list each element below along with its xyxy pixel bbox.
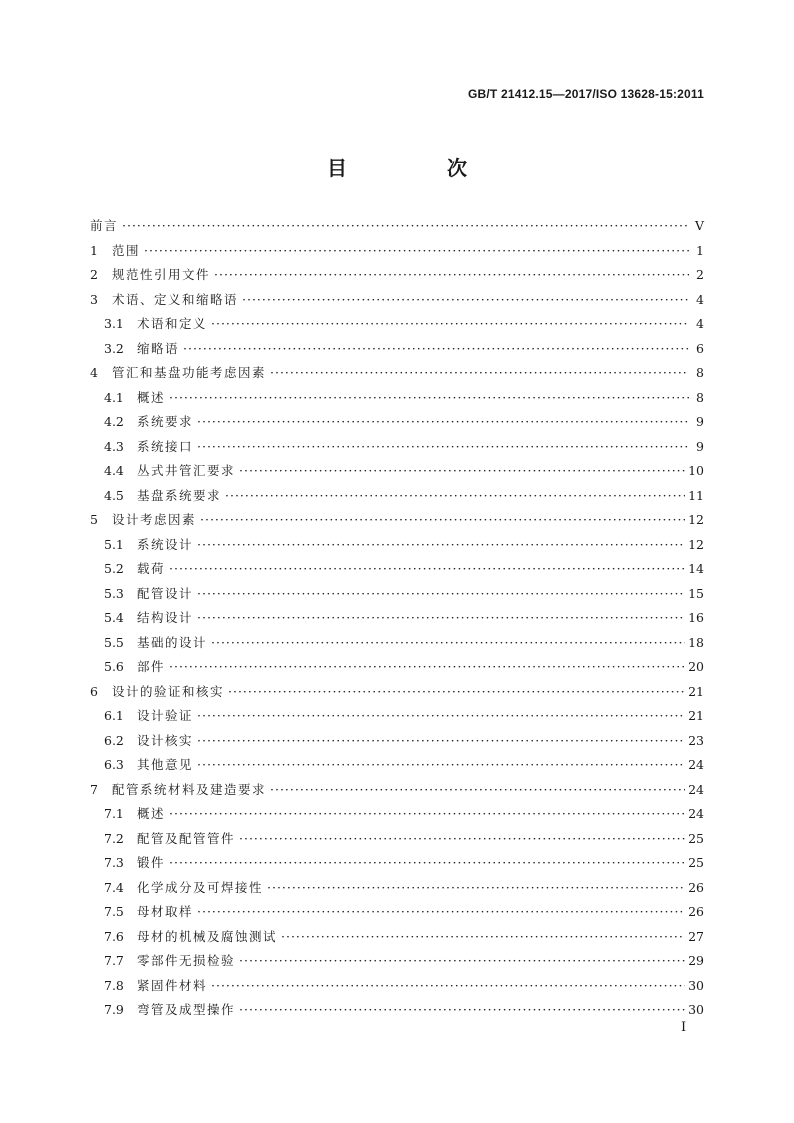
toc-dot-leader <box>211 974 685 999</box>
toc-dot-leader <box>242 288 689 313</box>
toc-section-number: 5.3 <box>104 585 124 601</box>
toc-page-number: 15 <box>688 585 704 601</box>
page-number: Ⅰ <box>681 1020 687 1035</box>
toc-dot-leader <box>197 729 685 754</box>
toc-entry[interactable] <box>90 802 704 827</box>
toc-section-number: 5 <box>90 512 98 527</box>
toc-section-number: 5.4 <box>104 610 124 625</box>
toc-dot-leader <box>211 312 689 337</box>
toc-section-number: 7.1 <box>104 806 124 821</box>
toc-section-number: 5.2 <box>104 561 124 576</box>
toc-dot-leader <box>197 900 685 925</box>
toc-dot-leader <box>197 410 689 435</box>
table-of-contents <box>90 214 704 1023</box>
toc-entry[interactable] <box>90 239 704 264</box>
toc-page-number: 24 <box>688 781 704 797</box>
toc-section-number: 7.8 <box>104 977 124 993</box>
toc-page-number: 26 <box>688 904 704 919</box>
toc-section-title: 系统接口 <box>137 438 194 454</box>
toc-page-number: 16 <box>688 610 704 625</box>
toc-section-title: 规范性引用文件 <box>112 267 211 282</box>
toc-entry[interactable] <box>90 655 704 680</box>
toc-entry[interactable] <box>90 214 704 239</box>
toc-section-number: 7.4 <box>104 879 124 895</box>
toc-section-title: 母材取样 <box>137 904 194 919</box>
toc-section-number: 7.3 <box>104 855 124 870</box>
toc-entry[interactable] <box>90 729 704 754</box>
toc-page-number: 14 <box>688 561 704 576</box>
toc-section-title: 其他意见 <box>137 757 194 772</box>
toc-section-number: 4.3 <box>104 438 124 454</box>
toc-page-number: 6 <box>696 340 704 356</box>
toc-section-title: 紧固件材料 <box>137 977 208 993</box>
toc-page-number: 23 <box>688 732 704 748</box>
toc-entry[interactable] <box>90 680 704 705</box>
toc-section-title: 概述 <box>137 806 166 821</box>
toc-page-number: 29 <box>688 953 704 968</box>
toc-section-number: 7.9 <box>104 1002 124 1017</box>
toc-dot-leader <box>169 557 685 582</box>
toc-entry[interactable] <box>90 435 704 460</box>
toc-section-number: 4 <box>90 365 98 380</box>
toc-section-number: 4.1 <box>104 389 124 405</box>
toc-page-number: 24 <box>688 806 704 821</box>
toc-entry[interactable] <box>90 459 704 484</box>
toc-section-number: 5.1 <box>104 536 124 552</box>
standard-number: GB/T 21412.15—2017/ISO 13628-15:2011 <box>467 87 704 101</box>
toc-dot-leader <box>281 925 685 950</box>
toc-dot-leader <box>197 435 689 460</box>
toc-dot-leader <box>169 851 685 876</box>
toc-dot-leader <box>197 753 685 778</box>
toc-section-title: 弯管及成型操作 <box>137 1002 236 1017</box>
toc-page-number: 30 <box>688 1002 704 1017</box>
toc-section-title: 锻件 <box>137 855 166 870</box>
toc-page-number: 9 <box>696 414 704 429</box>
toc-page-number: 18 <box>688 634 704 650</box>
toc-section-number: 4.2 <box>104 414 124 429</box>
toc-page-number: 21 <box>688 683 704 699</box>
toc-entry[interactable] <box>90 998 704 1023</box>
toc-section-title: 部件 <box>137 659 166 674</box>
toc-entry[interactable] <box>90 508 704 533</box>
toc-page-number: 24 <box>688 757 704 772</box>
toc-entry[interactable] <box>90 312 704 337</box>
toc-section-number: 1 <box>90 242 98 258</box>
toc-section-title: 母材的机械及腐蚀测试 <box>137 928 278 944</box>
toc-section-title: 缩略语 <box>137 340 180 356</box>
page-title: 目 次 <box>327 156 507 180</box>
toc-entry[interactable] <box>90 827 704 852</box>
toc-section-title: 零部件无损检验 <box>137 953 236 968</box>
toc-section-number: 6 <box>90 683 98 699</box>
toc-section-number: 7.5 <box>104 904 124 919</box>
toc-entry[interactable] <box>90 484 704 509</box>
toc-section-number: 6.2 <box>104 732 124 748</box>
toc-section-title: 结构设计 <box>137 610 194 625</box>
toc-section-title: 配管系统材料及建造要求 <box>112 781 267 797</box>
toc-section-title: 管汇和基盘功能考虑因素 <box>112 365 267 380</box>
toc-dot-leader <box>183 337 689 362</box>
toc-section-number: 7.7 <box>104 953 124 968</box>
toc-dot-leader <box>270 361 689 386</box>
toc-section-number: 4.4 <box>104 463 124 478</box>
toc-entry[interactable] <box>90 337 704 362</box>
toc-dot-leader <box>270 778 685 803</box>
toc-page-number: Ⅴ <box>694 218 704 233</box>
toc-section-title: 化学成分及可焊接性 <box>137 879 264 895</box>
toc-section-title: 设计核实 <box>137 732 194 748</box>
toc-entry[interactable] <box>90 533 704 558</box>
toc-entry[interactable] <box>90 557 704 582</box>
toc-section-number: 6.3 <box>104 757 124 772</box>
toc-entry[interactable] <box>90 704 704 729</box>
toc-page-number: 2 <box>696 267 704 282</box>
toc-entry[interactable] <box>90 631 704 656</box>
toc-dot-leader <box>144 239 689 264</box>
toc-dot-leader <box>239 459 685 484</box>
toc-dot-leader <box>169 802 685 827</box>
toc-page-number: 25 <box>688 855 704 870</box>
toc-page-number: 20 <box>688 659 704 674</box>
toc-entry[interactable] <box>90 753 704 778</box>
toc-dot-leader <box>239 949 685 974</box>
toc-page-number: 12 <box>688 536 704 552</box>
toc-page-number: 26 <box>688 879 704 895</box>
toc-dot-leader <box>214 263 689 288</box>
toc-section-number: 7 <box>90 781 98 797</box>
toc-page-number: 12 <box>688 512 704 527</box>
toc-entry[interactable] <box>90 974 704 999</box>
toc-section-title: 术语和定义 <box>137 316 208 331</box>
toc-dot-leader <box>197 533 685 558</box>
toc-section-title: 前言 <box>90 218 119 233</box>
toc-dot-leader <box>197 582 685 607</box>
toc-page-number: 4 <box>696 291 704 307</box>
toc-section-number: 4.5 <box>104 487 124 503</box>
toc-section-title: 设计的验证和核实 <box>112 683 225 699</box>
toc-entry[interactable] <box>90 263 704 288</box>
toc-dot-leader <box>200 508 685 533</box>
toc-page-number: 21 <box>688 708 704 723</box>
toc-dot-leader <box>197 606 685 631</box>
toc-section-title: 设计验证 <box>137 708 194 723</box>
toc-page-number: 27 <box>688 928 704 944</box>
toc-section-title: 系统要求 <box>137 414 194 429</box>
toc-section-number: 7.6 <box>104 928 124 944</box>
toc-entry[interactable] <box>90 582 704 607</box>
toc-page-number: 9 <box>696 438 704 454</box>
toc-entry[interactable] <box>90 925 704 950</box>
toc-page-number: 1 <box>696 242 704 258</box>
toc-section-title: 载荷 <box>137 561 166 576</box>
toc-section-number: 2 <box>90 267 98 282</box>
toc-section-number: 3.1 <box>104 316 124 331</box>
toc-dot-leader <box>239 827 685 852</box>
toc-page-number: 8 <box>696 389 704 405</box>
toc-dot-leader <box>225 484 685 509</box>
toc-section-title: 配管设计 <box>137 585 194 601</box>
toc-entry[interactable] <box>90 876 704 901</box>
toc-entry[interactable] <box>90 410 704 435</box>
toc-page-number: 11 <box>688 487 704 503</box>
toc-section-number: 3 <box>90 291 98 307</box>
toc-section-title: 配管及配管管件 <box>137 830 236 846</box>
toc-page-number: 4 <box>696 316 704 331</box>
toc-entry[interactable] <box>90 386 704 411</box>
toc-dot-leader <box>267 876 685 901</box>
toc-entry[interactable] <box>90 288 704 313</box>
toc-entry[interactable] <box>90 949 704 974</box>
toc-section-number: 5.6 <box>104 659 124 674</box>
toc-dot-leader <box>211 631 685 656</box>
toc-page-number: 30 <box>688 977 704 993</box>
toc-dot-leader <box>239 998 685 1023</box>
toc-section-title: 基础的设计 <box>137 634 208 650</box>
toc-dot-leader <box>122 214 689 239</box>
toc-dot-leader <box>228 680 685 705</box>
toc-section-title: 丛式井管汇要求 <box>137 463 236 478</box>
toc-section-title: 设计考虑因素 <box>112 512 197 527</box>
toc-section-number: 3.2 <box>104 340 124 356</box>
toc-section-title: 基盘系统要求 <box>137 487 222 503</box>
toc-dot-leader <box>169 655 685 680</box>
toc-section-number: 5.5 <box>104 634 124 650</box>
toc-entry[interactable] <box>90 778 704 803</box>
toc-entry[interactable] <box>90 851 704 876</box>
toc-section-title: 系统设计 <box>137 536 194 552</box>
toc-page-number: 8 <box>696 365 704 380</box>
toc-dot-leader <box>169 386 689 411</box>
toc-entry[interactable] <box>90 361 704 386</box>
toc-page-number: 10 <box>688 463 704 478</box>
toc-section-number: 6.1 <box>104 708 124 723</box>
toc-section-title: 概述 <box>137 389 166 405</box>
toc-section-title: 术语、定义和缩略语 <box>112 291 239 307</box>
toc-section-number: 7.2 <box>104 830 124 846</box>
toc-page-number: 25 <box>688 830 704 846</box>
toc-dot-leader <box>197 704 685 729</box>
toc-entry[interactable] <box>90 900 704 925</box>
toc-section-title: 范围 <box>112 242 141 258</box>
toc-entry[interactable] <box>90 606 704 631</box>
